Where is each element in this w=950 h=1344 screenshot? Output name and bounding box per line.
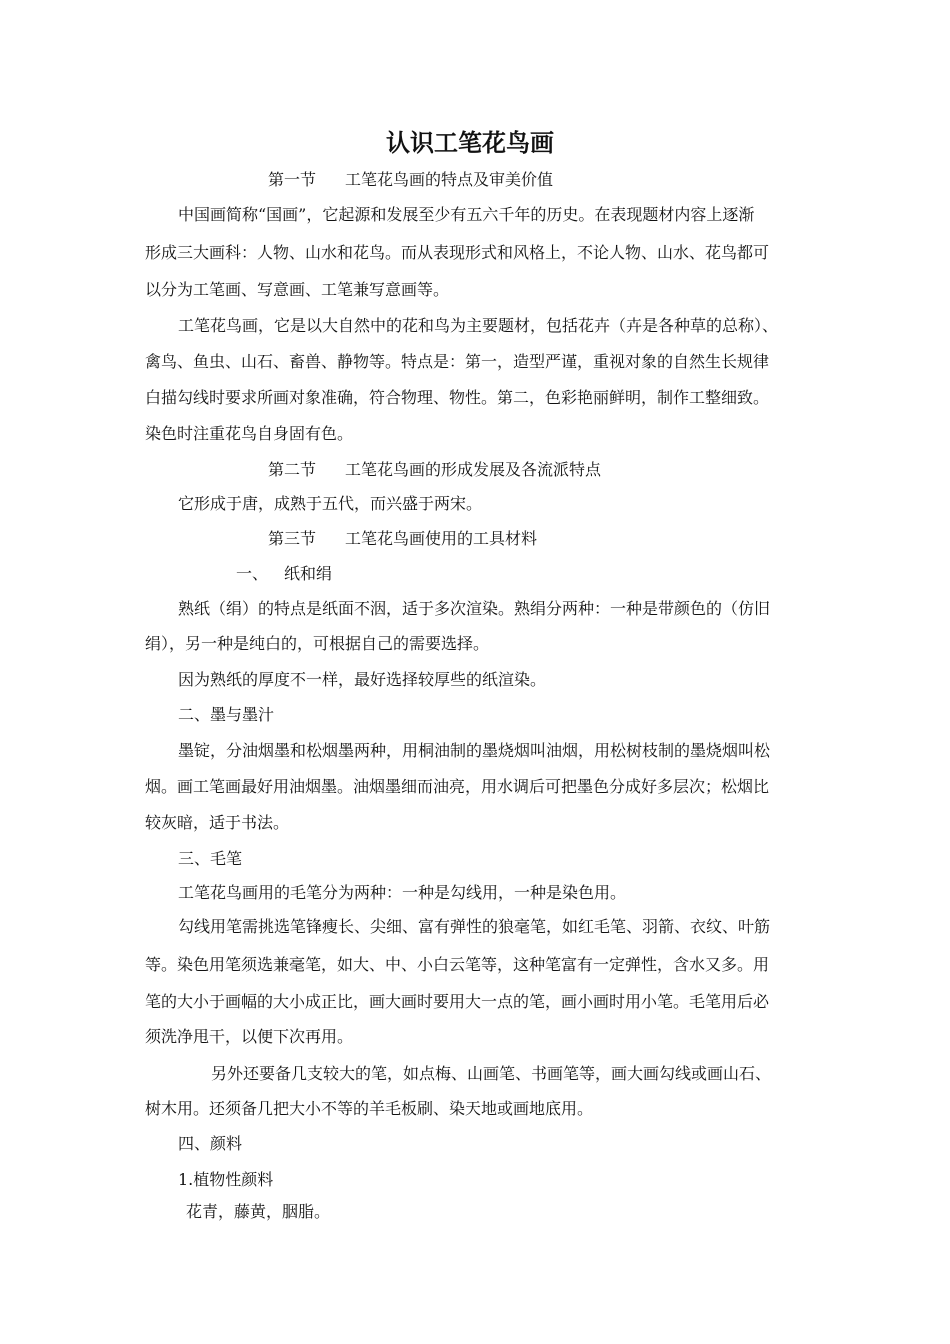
paragraph-6-line-1: 墨锭，分油烟墨和松烟墨两种，用桐油制的墨烧烟叫油烟，用松树枝制的墨烧烟叫松 [178,741,771,760]
paragraph-2-line-4: 染色时注重花鸟自身固有色。 [145,424,354,443]
paragraph-4-line-2: 绢），另一种是纯白的，可根据自己的需要选择。 [145,634,490,653]
paragraph-10: 花青，藤黄，胭脂。 [186,1202,331,1221]
section-3-number: 第三节 [268,529,317,548]
paragraph-8-line-2: 等。染色用笔须选兼毫笔，如大、中、小白云笔等，这种笔富有一定弹性，含水又多。用 [145,955,770,974]
section-1-number: 第一节 [268,170,317,189]
paragraph-8-line-3: 笔的大小于画幅的大小成正比，画大画时要用大一点的笔，画小画时用小笔。毛笔用后必 [145,992,770,1011]
paragraph-3: 它形成于唐，成熟于五代，而兴盛于两宋。 [178,494,483,513]
paragraph-7: 工笔花鸟画用的毛笔分为两种：一种是勾线用，一种是染色用。 [178,883,627,902]
sub-1-heading: 1.植物性颜料 [178,1170,274,1189]
item-3-heading: 三、毛笔 [178,849,243,868]
paragraph-1-line-1: 中国画简称“国画”，它起源和发展至少有五六千年的历史。在表现题材内容上逐渐 [178,205,755,224]
paragraph-8-line-1: 勾线用笔需挑选笔锋瘦长、尖细、富有弹性的狼毫笔，如红毛笔、羽箭、衣纹、叶筋 [178,917,771,936]
paragraph-2-line-3: 白描勾线时要求所画对象准确，符合物理、物性。第二，色彩艳丽鲜明，制作工整细致。 [145,388,770,407]
item-1-heading [236,564,332,584]
paragraph-8-line-4: 须洗净甩干，以便下次再用。 [145,1027,354,1046]
paragraph-9-line-2: 树木用。还须备几把大小不等的羊毛板刷、染天地或画地底用。 [145,1099,594,1118]
section-2-heading [268,460,601,480]
document-title: 认识工笔花鸟画 [386,128,554,157]
section-1-title: 工笔花鸟画的特点及审美价值 [345,170,554,189]
paragraph-6-line-3: 较灰暗，适于书法。 [145,813,290,832]
section-3-title: 工笔花鸟画使用的工具材料 [345,529,538,548]
paragraph-9-line-1: 另外还要备几支较大的笔，如点梅、山画笔、书画笔等，画大画勾线或画山石、 [211,1064,772,1083]
item-2-heading: 二、墨与墨汁 [178,705,275,724]
item-1-title: 纸和绢 [284,564,333,583]
section-3-heading [268,529,537,549]
paragraph-1-line-3: 以分为工笔画、写意画、工笔兼写意画等。 [145,280,450,299]
paragraph-2-line-1: 工笔花鸟画，它是以大自然中的花和鸟为主要题材，包括花卉（卉是各种草的总称）、 [178,316,779,335]
item-4-heading: 四、颜料 [178,1134,243,1153]
paragraph-6-line-2: 烟。画工笔画最好用油烟墨。油烟墨细而油亮，用水调后可把墨色分成好多层次；松烟比 [145,777,770,796]
item-1-number: 一、 [236,564,269,583]
paragraph-5: 因为熟纸的厚度不一样，最好选择较厚些的纸渲染。 [178,670,547,689]
section-1-heading [268,170,553,190]
paragraph-2-line-2: 禽鸟、鱼虫、山石、畜兽、静物等。特点是：第一，造型严谨，重视对象的自然生长规律 [145,352,770,371]
paragraph-1-line-2: 形成三大画科：人物、山水和花鸟。而从表现形式和风格上，不论人物、山水、花鸟都可 [145,243,770,262]
section-2-title: 工笔花鸟画的形成发展及各流派特点 [345,460,602,479]
paragraph-4-line-1: 熟纸（绢）的特点是纸面不洇，适于多次渲染。熟绢分两种：一种是带颜色的（仿旧 [178,599,771,618]
section-2-number: 第二节 [268,460,317,479]
